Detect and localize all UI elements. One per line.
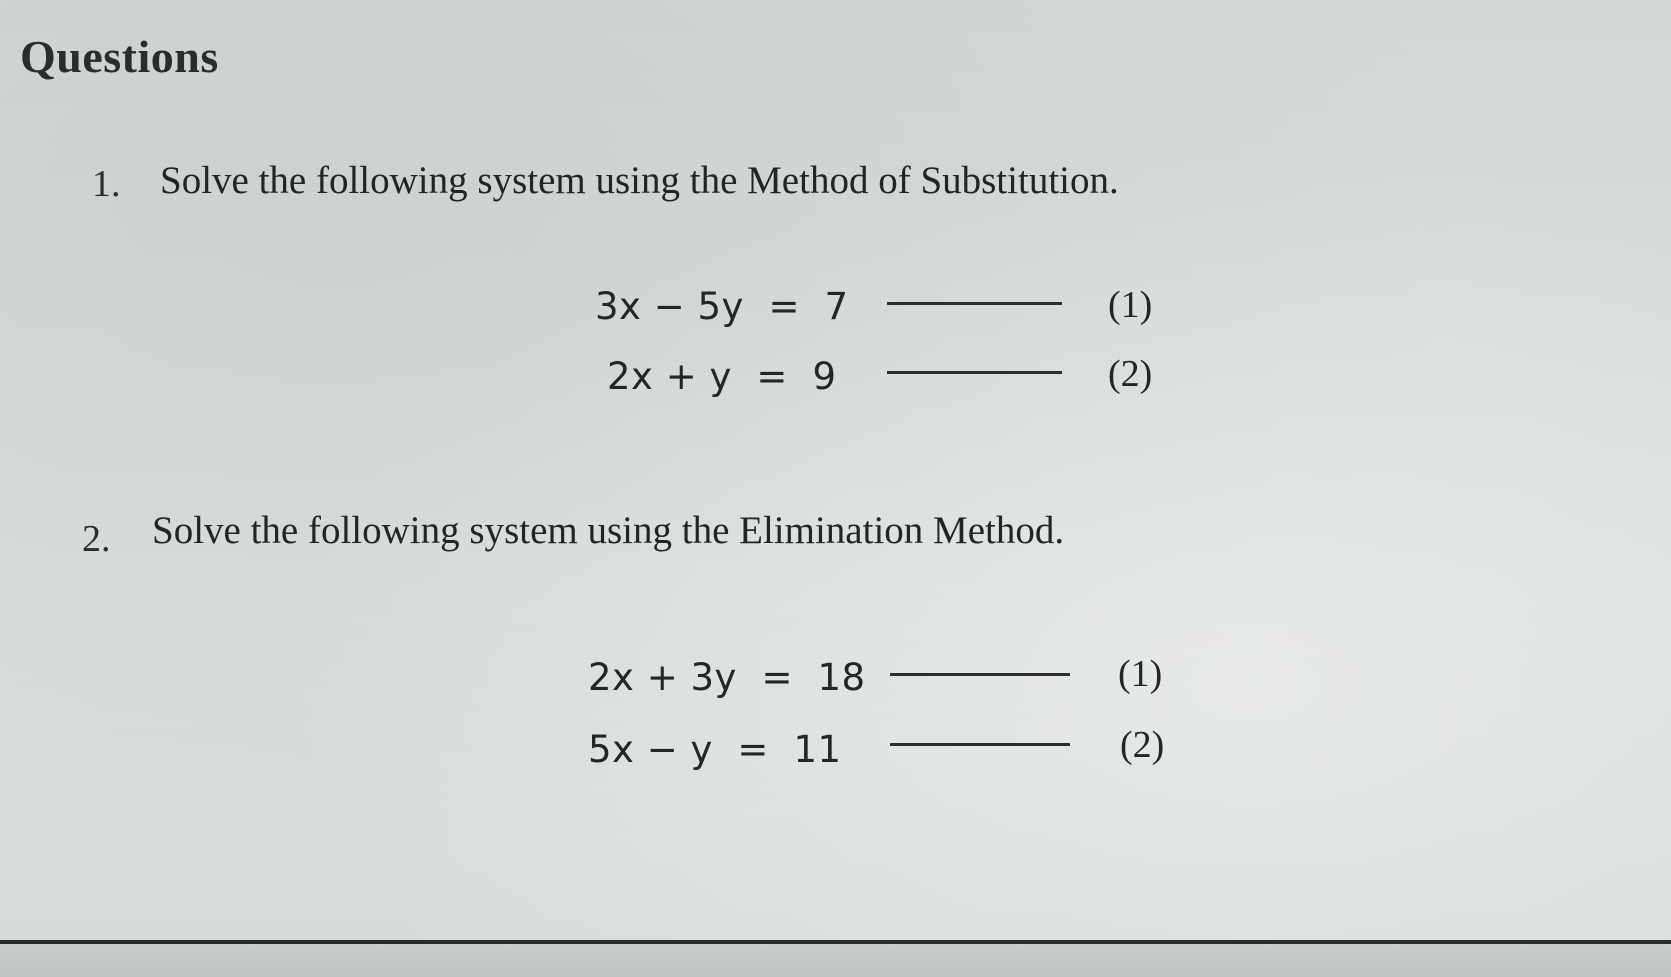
q1-equation-1 (595, 285, 849, 328)
question-1-text: Solve the following system using the Method of Substitution. (160, 159, 1119, 202)
page-title: Questions (20, 31, 219, 82)
q1-eq1-lhs: 3x − 5y (595, 285, 744, 328)
q2-eq2-rhs: 11 (793, 728, 842, 771)
q1-eq2-leader-line (887, 371, 1062, 374)
q1-eq1-rhs: 7 (824, 285, 849, 328)
q2-eq2-lhs: 5x − y (588, 728, 713, 771)
q2-eq1-rhs: 18 (817, 656, 866, 699)
question-1-number: 1. (92, 163, 121, 205)
q2-eq2-leader-line (890, 743, 1070, 746)
question-2-text: Solve the following system using the Elimination Method. (152, 509, 1065, 552)
page-bottom-edge (0, 944, 1671, 977)
q2-equation-1 (588, 656, 866, 699)
q1-eq2-tag: (2) (1108, 353, 1153, 395)
q1-eq1-equals: = (768, 285, 800, 328)
question-2-number: 2. (82, 518, 111, 560)
q1-eq2-rhs: 9 (812, 355, 837, 398)
q2-equation-2 (588, 728, 842, 771)
q2-eq2-tag: (2) (1120, 724, 1165, 766)
q1-eq1-tag: (1) (1108, 284, 1153, 326)
q1-eq2-equals: = (756, 355, 788, 398)
q1-equation-2 (607, 355, 836, 398)
q1-eq1-leader-line (887, 302, 1062, 305)
q2-eq1-leader-line (890, 673, 1070, 676)
q1-eq2-lhs: 2x + y (607, 355, 732, 398)
q2-eq1-tag: (1) (1118, 653, 1163, 695)
q2-eq1-equals: = (761, 656, 793, 699)
q2-eq2-equals: = (737, 728, 769, 771)
q2-eq1-lhs: 2x + 3y (588, 656, 737, 699)
